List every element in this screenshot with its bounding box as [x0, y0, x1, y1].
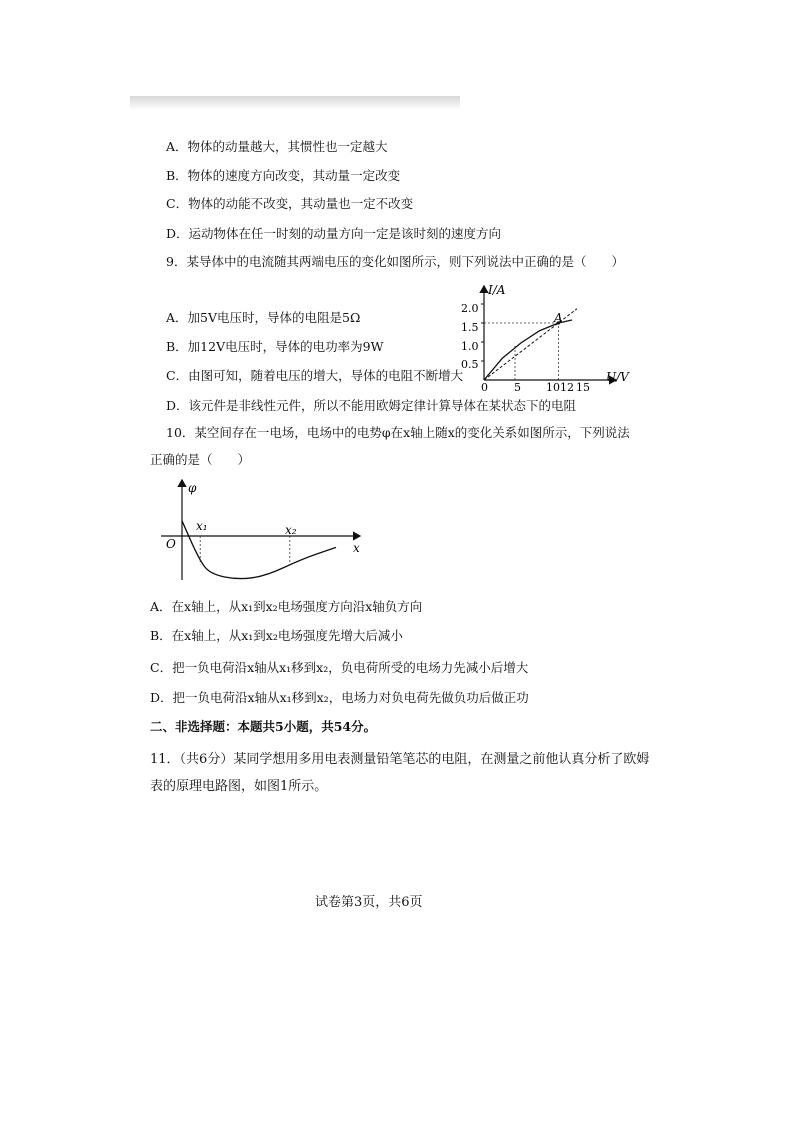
graph2-y-axis-label: φ: [188, 481, 197, 495]
graph1-y-tick: 1.5: [461, 321, 479, 334]
section-heading: 二、非选择题：本题共5小题，共54分。: [150, 719, 377, 734]
graph1-x-tick: 1012: [546, 381, 574, 394]
graph1-origin-label: 0: [481, 381, 488, 394]
q8-option-c: C．物体的动能不改变，其动量也一定不改变: [166, 196, 414, 211]
q9-option-a: A．加5V电压时，导体的电阻是5Ω: [166, 310, 361, 325]
graph1-dashed-line: [484, 309, 577, 380]
graph1-point-label: A: [554, 311, 563, 325]
graph2-x-axis-label: x: [353, 541, 360, 555]
q11-line2: 表的原理电路图，如图1所示。: [150, 779, 328, 794]
graph1-x-axis-label: U/V: [606, 370, 629, 384]
q8-option-a: A．物体的动量越大，其惯性也一定越大: [166, 139, 388, 154]
q10-stem-line2: 正确的是（ ）: [150, 452, 251, 467]
q10-option-a: A．在x轴上，从x₁到x₂电场强度方向沿x轴负方向: [150, 599, 423, 614]
graph1-y-tick: 1.0: [461, 340, 479, 353]
graph2-x1-label: x₁: [196, 519, 208, 533]
graph1-x-tick: 5: [514, 381, 521, 394]
graph1-y-axis-label: I/A: [488, 283, 506, 297]
graph2-origin-label: O: [166, 537, 176, 551]
q10-option-b: B．在x轴上，从x₁到x₂电场强度先增大后减小: [150, 628, 403, 643]
q10-option-c: C．把一负电荷沿x轴从x₁移到x₂，负电荷所受的电场力先减小后增大: [150, 660, 529, 675]
graph1-y-tick: 2.0: [461, 302, 479, 315]
potential-graph: [155, 472, 370, 587]
q9-option-b: B．加12V电压时，导体的电功率为9W: [166, 339, 384, 354]
graph1-x-tick: 15: [576, 381, 590, 394]
q10-stem-line1: 10．某空间存在一电场，电场中的电势φ在x轴上随x的变化关系如图所示，下列说法: [166, 425, 630, 440]
q9-option-c: C．由图可知，随着电压的增大，导体的电阻不断增大: [166, 368, 464, 383]
q10-option-d: D．把一负电荷沿x轴从x₁移到x₂，电场力对负电荷先做负功后做正功: [150, 690, 529, 705]
page-footer: 试卷第3页，共6页: [315, 895, 423, 910]
scan-shadow: [130, 96, 460, 110]
q11-line1: 11．（共6分）某同学想用多用电表测量铅笔笔芯的电阻，在测量之前他认真分析了欧姆: [150, 752, 650, 767]
q8-option-d: D．运动物体在任一时刻的动量方向一定是该时刻的速度方向: [166, 226, 502, 241]
q9-option-d: D．该元件是非线性元件，所以不能用欧姆定律计算导体在某状态下的电阻: [166, 398, 577, 413]
graph2-x2-label: x₂: [285, 523, 297, 537]
q9-stem: 9．某导体中的电流随其两端电压的变化如图所示，则下列说法中正确的是（ ）: [166, 254, 624, 269]
q8-option-b: B．物体的速度方向改变，其动量一定改变: [166, 168, 401, 183]
current-voltage-graph: [440, 280, 640, 395]
graph1-y-tick: 0.5: [461, 358, 479, 371]
